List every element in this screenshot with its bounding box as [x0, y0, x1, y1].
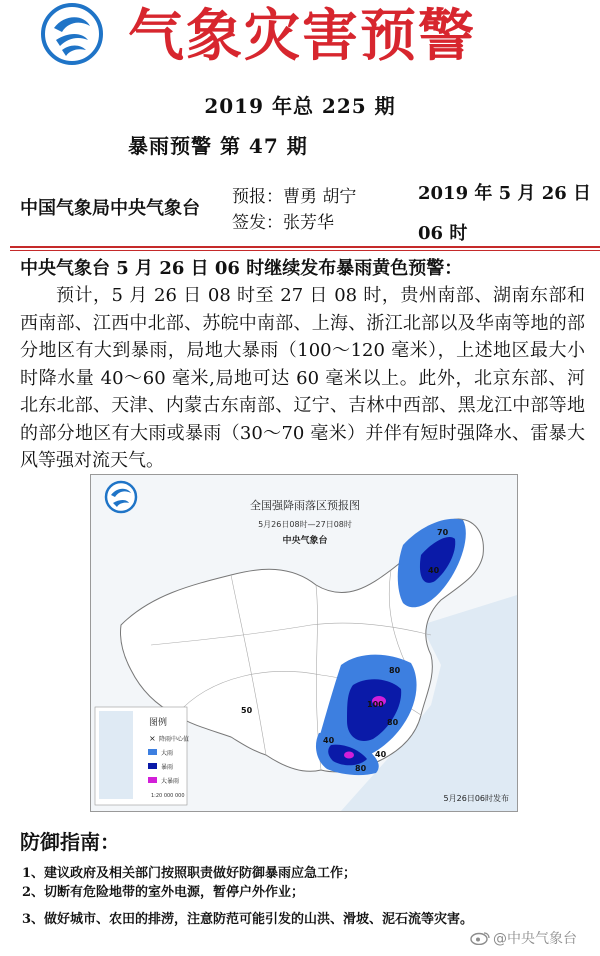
warning-headline: 中央气象台 5 月 26 日 06 时继续发布暴雨黄色预警：: [20, 258, 463, 279]
issuer-line: 签发：张芳华: [232, 213, 334, 233]
value-label: 80: [387, 718, 399, 727]
legend-swatch-rainstorm: [148, 763, 157, 769]
legend-label-severe: 大暴雨: [161, 778, 180, 785]
guide-item-3: 3、做好城市、农田的排涝，注意防范可能引发的山洪、滑坡、泥石流等灾害。: [22, 912, 474, 927]
legend-label-heavy-rain: 大雨: [161, 750, 174, 757]
weibo-icon: [470, 931, 490, 945]
series-number: 暴雨预警 第 47 期: [128, 134, 308, 158]
forecaster-line: 预报：曹勇 胡宁: [232, 187, 357, 207]
organization-name: 中国气象局中央气象台: [20, 198, 200, 219]
header-divider-thin: [10, 250, 600, 251]
cma-logo-icon: [40, 2, 104, 66]
severe-rainstorm-south: [344, 752, 354, 759]
warning-paragraph: 预计，5 月 26 日 08 时至 27 日 08 时，贵州南部、湖南东部和西南部、江西中北部、苏皖中南部、上海、浙江北部以及华南等地的部分地区有大到暴雨，局地大暴雨（100～120 毫米），上述地区最大小时降水量 40～60 毫米,局地可达 60 毫米以上。此外，北京东部、河北东北部、天津、内蒙古东南部、辽宁、吉林中西部、黑龙江中部等地的部分地区有大雨或暴雨（30～70 毫米）并伴有短时强降水、雷暴大风等强对流天气。: [20, 285, 585, 471]
weibo-watermark: [470, 928, 577, 948]
issue-date: 2019 年 5 月 26 日 06 时: [418, 183, 592, 244]
value-label: 40: [375, 750, 387, 759]
map-title: 全国强降雨落区预报图: [250, 499, 360, 512]
legend-swatch-severe: [148, 777, 157, 783]
value-label: 100: [367, 700, 384, 709]
map-logo-icon: [106, 482, 136, 512]
value-label: 40: [428, 566, 440, 575]
legend-scale: 1:20 000 000: [151, 793, 185, 799]
page-title: 气象灾害预警: [128, 3, 476, 69]
value-label: 80: [389, 666, 401, 675]
value-label: 80: [355, 764, 367, 773]
legend-title: 图例: [149, 718, 168, 728]
issue-number: 2019 年总 225 期: [204, 94, 396, 118]
defense-guide-title: 防御指南：: [20, 830, 120, 854]
watermark-text: @中央气象台: [493, 931, 577, 947]
legend-center-icon: ×: [149, 734, 156, 743]
map-period: 5月26日08时—27日08时: [258, 520, 352, 529]
value-label: 40: [323, 736, 335, 745]
value-label: 50: [241, 706, 253, 715]
map-legend: [95, 707, 189, 805]
rainfall-forecast-map: [90, 474, 518, 812]
header-divider: [10, 246, 600, 248]
map-agency: 中央气象台: [282, 536, 328, 546]
value-label: 70: [437, 528, 449, 537]
legend-label-center: 降雨中心值: [159, 736, 190, 743]
guide-item-1: 1、建议政府及相关部门按照职责做好防御暴雨应急工作；: [22, 866, 357, 881]
legend-label-rainstorm: 暴雨: [161, 764, 174, 771]
legend-swatch-heavy-rain: [148, 749, 157, 755]
guide-item-2: 2、切断有危险地带的室外电源，暂停户外作业；: [22, 885, 305, 900]
map-release-time: 5月26日06时发布: [443, 794, 509, 803]
